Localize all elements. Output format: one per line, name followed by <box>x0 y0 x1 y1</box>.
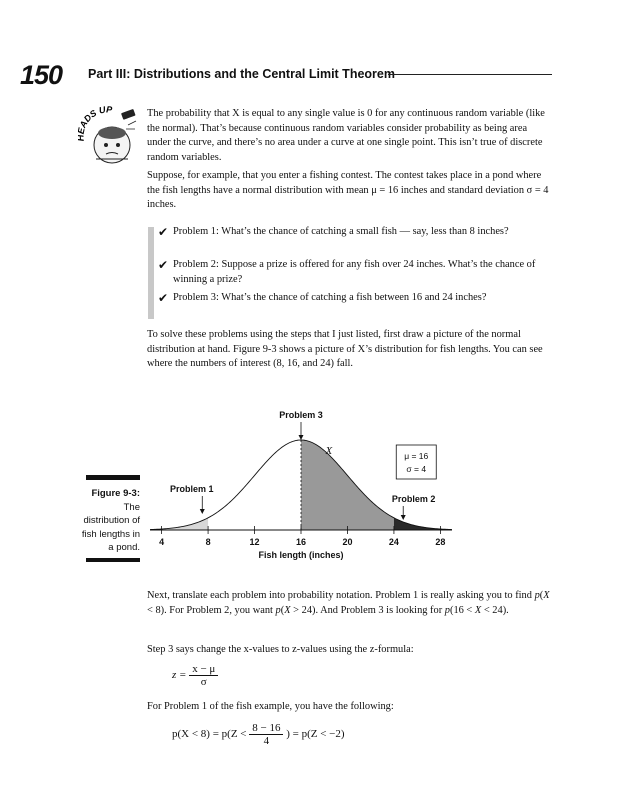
arrowhead-problem-3 <box>299 435 304 440</box>
problem-text: Problem 2: Suppose a prize is offered for any fish over 24 inches. What’s the chance of winning a prize? <box>173 259 536 285</box>
legend-entry: σ = 4 <box>406 464 427 474</box>
x-axis-label: Fish length (inches) <box>258 550 344 560</box>
paragraph-probability-notation <box>147 589 550 618</box>
problem-text: Problem 1: What’s the chance of catching a small fish — say, less than 8 inches? <box>173 226 509 237</box>
check-icon: ✔ <box>158 258 169 272</box>
page-header <box>20 60 552 90</box>
paragraph-5: Step 3 says change the x-values to z-values using the z-formula: <box>147 644 414 655</box>
problem-item <box>158 291 550 306</box>
shaded-region-problem-2 <box>394 518 452 530</box>
x-tick-label: 4 <box>159 537 165 547</box>
figure-caption-top-bar <box>86 475 140 480</box>
curve-label: X <box>325 445 333 457</box>
x-tick-label: 24 <box>388 537 399 547</box>
annotation-problem-1: Problem 1 <box>170 484 214 494</box>
header-rule <box>388 74 552 75</box>
paragraph-problem-1-example <box>147 700 550 715</box>
arrowhead-problem-1 <box>200 509 205 514</box>
heads-up-label: ADS UP <box>78 105 113 130</box>
annotation-problem-3: Problem 3 <box>279 410 323 420</box>
z-formula-fraction <box>189 663 218 688</box>
normal-distribution-chart <box>140 400 460 570</box>
problem-item <box>158 225 550 240</box>
paragraph-continuous-probability <box>147 107 550 165</box>
paragraph-draw-picture <box>147 328 550 372</box>
p-formula-numerator: 8 − 16 <box>249 722 283 735</box>
z-formula-denominator: σ <box>200 676 207 688</box>
heads-up-icon <box>78 105 140 169</box>
paragraph-4: Next, translate each problem into probability notation. Problem 1 is really asking you to find p(X < 8). For Problem 2, you want p(X > 24). And Problem 3 is looking for p(16 < X < 24). <box>147 590 550 616</box>
part-title: Part III: Distributions and the Central Limit Theorem <box>88 67 395 81</box>
shaded-region-problem-1 <box>150 518 208 530</box>
paragraph-3: To solve these problems using the steps that I just listed, first draw a picture of the normal distribution at hand. Figure 9-3 shows a picture of X’s distribution for fish lengths. You can see where the numbers of interest (8, 16, and 24) fall. <box>147 329 543 369</box>
check-icon: ✔ <box>158 291 169 305</box>
paragraph-fishing-contest <box>147 169 550 213</box>
z-formula-lhs: z = <box>172 669 187 682</box>
x-tick-label: 12 <box>249 537 260 547</box>
x-tick-label: 28 <box>435 537 446 547</box>
figure-caption <box>80 487 140 555</box>
legend-entry: μ = 16 <box>404 451 429 461</box>
page-number: 150 <box>20 60 63 90</box>
problem-list-bar <box>148 227 154 319</box>
annotation-problem-2: Problem 2 <box>391 494 436 504</box>
figure-caption-bottom-bar <box>86 558 140 562</box>
p-formula-fraction <box>249 722 283 747</box>
paragraph-1: The probability that X is equal to any single value is 0 for any continuous random variable (like the normal). That’s because continuous random variables consider probability as being area under the curve, and there’s no area under a curve at one single point. This isn’t true of discrete random variables. <box>147 108 545 163</box>
z-formula <box>172 663 218 688</box>
problem-1-formula <box>172 722 345 747</box>
problem-text: Problem 3: What’s the chance of catching a fish between 16 and 24 inches? <box>173 292 487 303</box>
p-formula-lhs: p(X < 8) = p(Z < <box>172 728 247 741</box>
p-formula-rhs: ) = p(Z < −2) <box>286 728 345 741</box>
x-tick-label: 20 <box>342 537 353 547</box>
paragraph-6: For Problem 1 of the fish example, you have the following: <box>147 701 394 712</box>
x-tick-label: 16 <box>295 537 307 547</box>
check-icon: ✔ <box>158 225 169 239</box>
paragraph-step-3 <box>147 643 550 658</box>
figure-caption-text: The distribution of fish lengths in a pond. <box>81 501 140 553</box>
x-tick-label: 8 <box>205 537 211 547</box>
z-formula-numerator: x − μ <box>189 663 218 676</box>
paragraph-2: Suppose, for example, that you enter a fishing contest. The contest takes place in a pond where the fish lengths have a normal distribution with mean μ = 16 inches and standard deviation σ = 4 inches. <box>147 170 549 210</box>
figure-label: Figure 9-3: <box>91 488 140 499</box>
p-formula-denominator: 4 <box>263 735 270 747</box>
problem-item <box>158 258 550 287</box>
shaded-region-problem-3 <box>301 440 394 530</box>
arrowhead-problem-2 <box>401 515 406 520</box>
